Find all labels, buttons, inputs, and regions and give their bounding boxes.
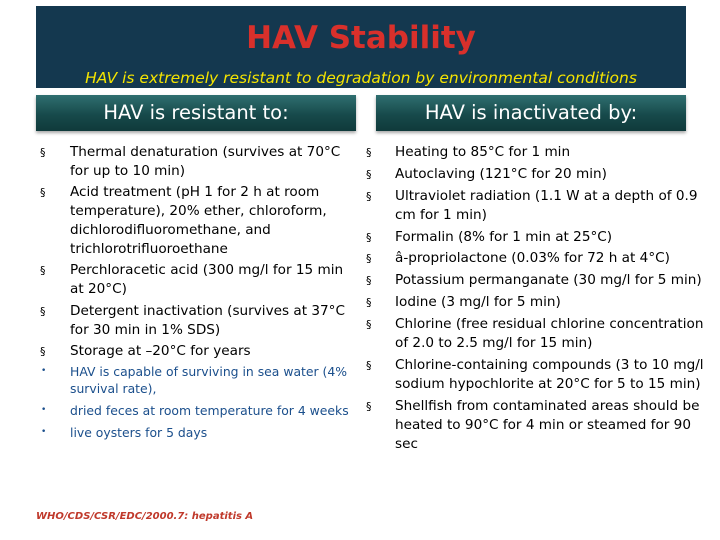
list-item xyxy=(364,187,704,225)
list-item-text: Ultraviolet radiation (1.1 W at a depth of 0.9 cm for 1 min) xyxy=(395,187,698,223)
list-item xyxy=(36,183,356,259)
sub-list-item-text: live oysters for 5 days xyxy=(70,424,208,440)
list-item xyxy=(364,249,704,268)
list-item-text: Perchloracetic acid (300 mg/l for 15 min at 20°C) xyxy=(70,262,344,298)
list-item xyxy=(36,342,356,361)
title-banner xyxy=(36,6,686,88)
list-item xyxy=(36,143,356,181)
list-item-text: Iodine (3 mg/l for 5 min) xyxy=(395,293,561,310)
inactivated-heading: HAV is inactivated by: xyxy=(376,95,686,131)
list-item xyxy=(364,228,704,247)
list-item-text: Formalin (8% for 1 min at 25°C) xyxy=(395,228,613,245)
slide-subtitle: HAV is extremely resistant to degradation by environmental conditions xyxy=(85,69,637,87)
list-item-text: Heating to 85°C for 1 min xyxy=(395,144,571,160)
bullet-icon: § xyxy=(40,264,46,278)
list-item-text: Shellfish from contaminated areas should be heated to 90°C for 4 min or steamed for 90 sec xyxy=(395,397,700,453)
list-item-text: Potassium permanganate (30 mg/l for 5 min) xyxy=(395,272,702,289)
sub-list-item-text: dried feces at room temperature for 4 weeks xyxy=(70,402,349,418)
sub-list-item xyxy=(36,424,356,441)
list-item-text: Autoclaving (121°C for 20 min) xyxy=(395,165,607,182)
dot-bullet-icon: • xyxy=(41,365,47,376)
bullet-icon: § xyxy=(366,146,372,159)
list-item-text: Thermal denaturation (survives at 70°C for up to 10 min) xyxy=(70,144,341,179)
bullet-icon: § xyxy=(40,146,46,159)
dot-bullet-icon: • xyxy=(41,404,47,415)
bullet-icon: § xyxy=(366,295,372,309)
list-item xyxy=(36,261,356,299)
list-item xyxy=(364,271,704,290)
bullet-icon: § xyxy=(40,344,46,358)
sub-list-item-text: HAV is capable of surviving in sea water (4% survival rate), xyxy=(70,363,348,396)
bullet-icon: § xyxy=(366,399,372,413)
bullet-icon: § xyxy=(366,317,372,331)
sub-list-item xyxy=(36,402,356,419)
slide-title: HAV Stability xyxy=(246,20,476,56)
bullet-icon: § xyxy=(366,167,372,181)
source-citation: WHO/CDS/CSR/EDC/2000.7: hepatitis A xyxy=(36,511,254,522)
list-item-text: â-propriolactone (0.03% for 72 h at 4°C) xyxy=(395,250,670,267)
list-item xyxy=(364,397,704,455)
list-item xyxy=(364,356,704,394)
list-item xyxy=(36,302,356,340)
resistant-heading: HAV is resistant to: xyxy=(36,95,356,131)
bullet-icon: § xyxy=(40,186,46,200)
list-item xyxy=(364,165,704,184)
bullet-icon: § xyxy=(40,304,46,318)
list-item xyxy=(364,143,704,162)
list-item-text: Detergent inactivation (survives at 37°C for 30 min in 1% SDS) xyxy=(70,302,345,338)
bullet-icon: § xyxy=(366,358,372,372)
bullet-icon: § xyxy=(366,252,372,266)
bullet-icon: § xyxy=(366,189,372,203)
list-item xyxy=(364,293,704,312)
dot-bullet-icon: • xyxy=(41,426,47,437)
list-item-text: Chlorine-containing compounds (3 to 10 mg/l sodium hypochlorite at 20°C for 5 to 15 min) xyxy=(395,356,704,392)
bullet-icon: § xyxy=(366,274,372,288)
list-item-text: Storage at –20°C for years xyxy=(70,342,251,359)
list-item-text: Chlorine (free residual chlorine concentration of 2.0 to 2.5 mg/l for 15 min) xyxy=(395,315,704,351)
sub-list-item xyxy=(36,363,356,397)
inactivated-list xyxy=(364,143,704,457)
resistant-list xyxy=(36,143,356,446)
list-item xyxy=(364,315,704,353)
bullet-icon: § xyxy=(366,230,372,244)
list-item-text: Acid treatment (pH 1 for 2 h at room temperature), 20% ether, chloroform, dichlorodifluoromethane, and trichlorotrifluoroethane xyxy=(70,184,327,258)
